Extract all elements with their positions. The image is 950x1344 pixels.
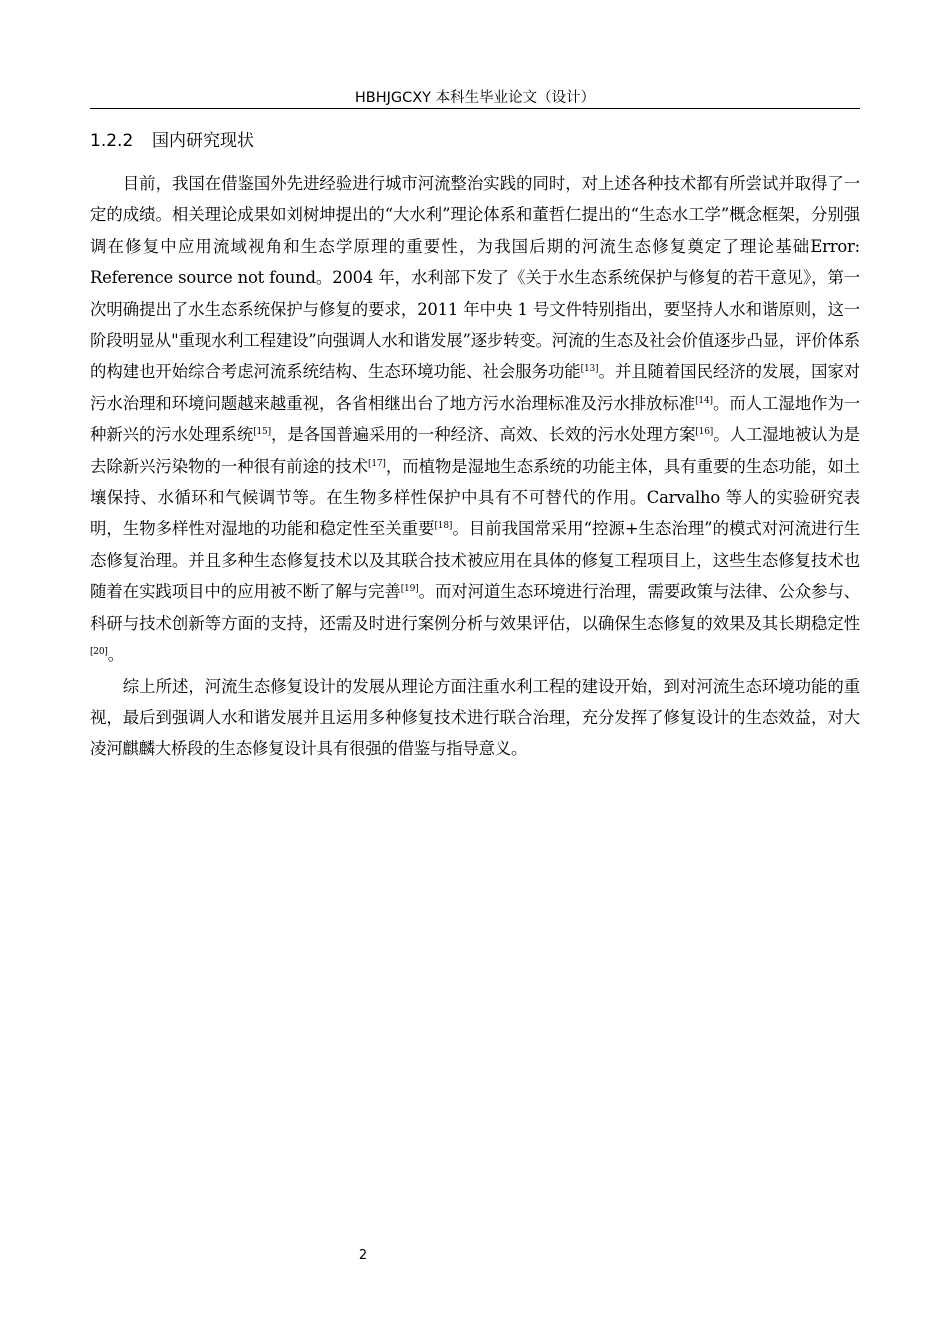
text-segment: ，而植物是湿地生态系统的功能主体，具有重要的生态功能，如土壤保持、水循环和气候调节等。在生物多样性保护中具有不可替代的作用。Carvalho 等人的实验研究表明，生物多样性对湿地的功能和稳定性至关重要	[90, 456, 860, 539]
citation-14: [14]	[695, 395, 713, 406]
header-divider	[90, 108, 860, 109]
text-segment: 。目前我国常采用“控源+生态治理”的模式对河流进行生态修复治理。并且多种生态修复技术以及其联合技术被应用在具体的修复工程项目上，这些生态修复技术也随着在实践项目中的应用被不断了解与完善	[90, 519, 860, 602]
text-segment: 目前，我国在借鉴国外先进经验进行城市河流整治实践的同时，对上述各种技术都有所尝试并取得了一定的成绩。相关理论成果如刘树坤提出的“大水利”理论体系和董哲仁提出的“生态水工学”概念框架，分别强调在修复中应用流域视角和生态学原理的重要性，为我国后期的河流生态修复奠定了理论基础Error: Reference source not found。2004 年，水利部下发了《关于水生态系统保护与修复的若干意见》，第一次明确提出了水生态系统保护与修复的要求，2011 年中央 1 号文件特别指出，要坚持人水和谐原则，这一阶段明显从"重现水利工程建设”向强调人水和谐发展”逐步转变。河流的生态及社会价值逐步凸显，评价体系的构建也开始综合考虑河流系统结构、生态环境功能、社会服务功能	[90, 174, 860, 382]
text-segment: 。而人工湿地作为一种新兴的污水处理系统	[90, 393, 860, 445]
section-heading	[90, 127, 860, 155]
citation-19: [19]	[400, 584, 419, 595]
citation-20: [20]	[90, 647, 108, 658]
text-segment: 。	[107, 645, 124, 665]
paragraph-1	[90, 168, 860, 671]
text-segment: 。而对河道生态环境进行治理，需要政策与法律、公众参与、科研与技术创新等方面的支持，还需及时进行案例分析与效果评估，以确保生态修复的效果及其长期稳定性	[90, 582, 860, 633]
body-text	[90, 168, 860, 765]
section-title: 国内研究现状	[152, 131, 254, 151]
text-segment: 。人工湿地被认为是去除新兴污染物的一种很有前途的技术	[90, 425, 860, 476]
text-segment: 。并且随着国民经济的发展，国家对污水治理和环境问题越来越重视，各省相继出台了地方污水治理标准及污水排放标准	[90, 362, 860, 413]
citation-15: [15]	[253, 427, 271, 438]
citation-18: [18]	[434, 521, 453, 532]
text-segment: ，是各国普遍采用的一种经济、高效、长效的污水处理方案	[270, 425, 696, 445]
page-header: HBHJGCXY 本科生毕业论文（设计）	[354, 90, 596, 106]
paragraph-2	[90, 671, 860, 765]
text-segment: 综上所述，河流生态修复设计的发展从理论方面注重水利工程的建设开始，到对河流生态环境功能的重视，最后到强调人水和谐发展并且运用多种修复技术进行联合治理，充分发挥了修复设计的生态效益，对大凌河麒麟大桥段的生态修复设计具有很强的借鉴与指导意义。	[90, 676, 860, 759]
citation-16: [16]	[695, 427, 714, 438]
page-number: 2	[358, 1248, 368, 1263]
citation-17: [17]	[368, 458, 386, 469]
citation-13: [13]	[580, 364, 599, 375]
section-number: 1.2.2	[90, 131, 134, 151]
